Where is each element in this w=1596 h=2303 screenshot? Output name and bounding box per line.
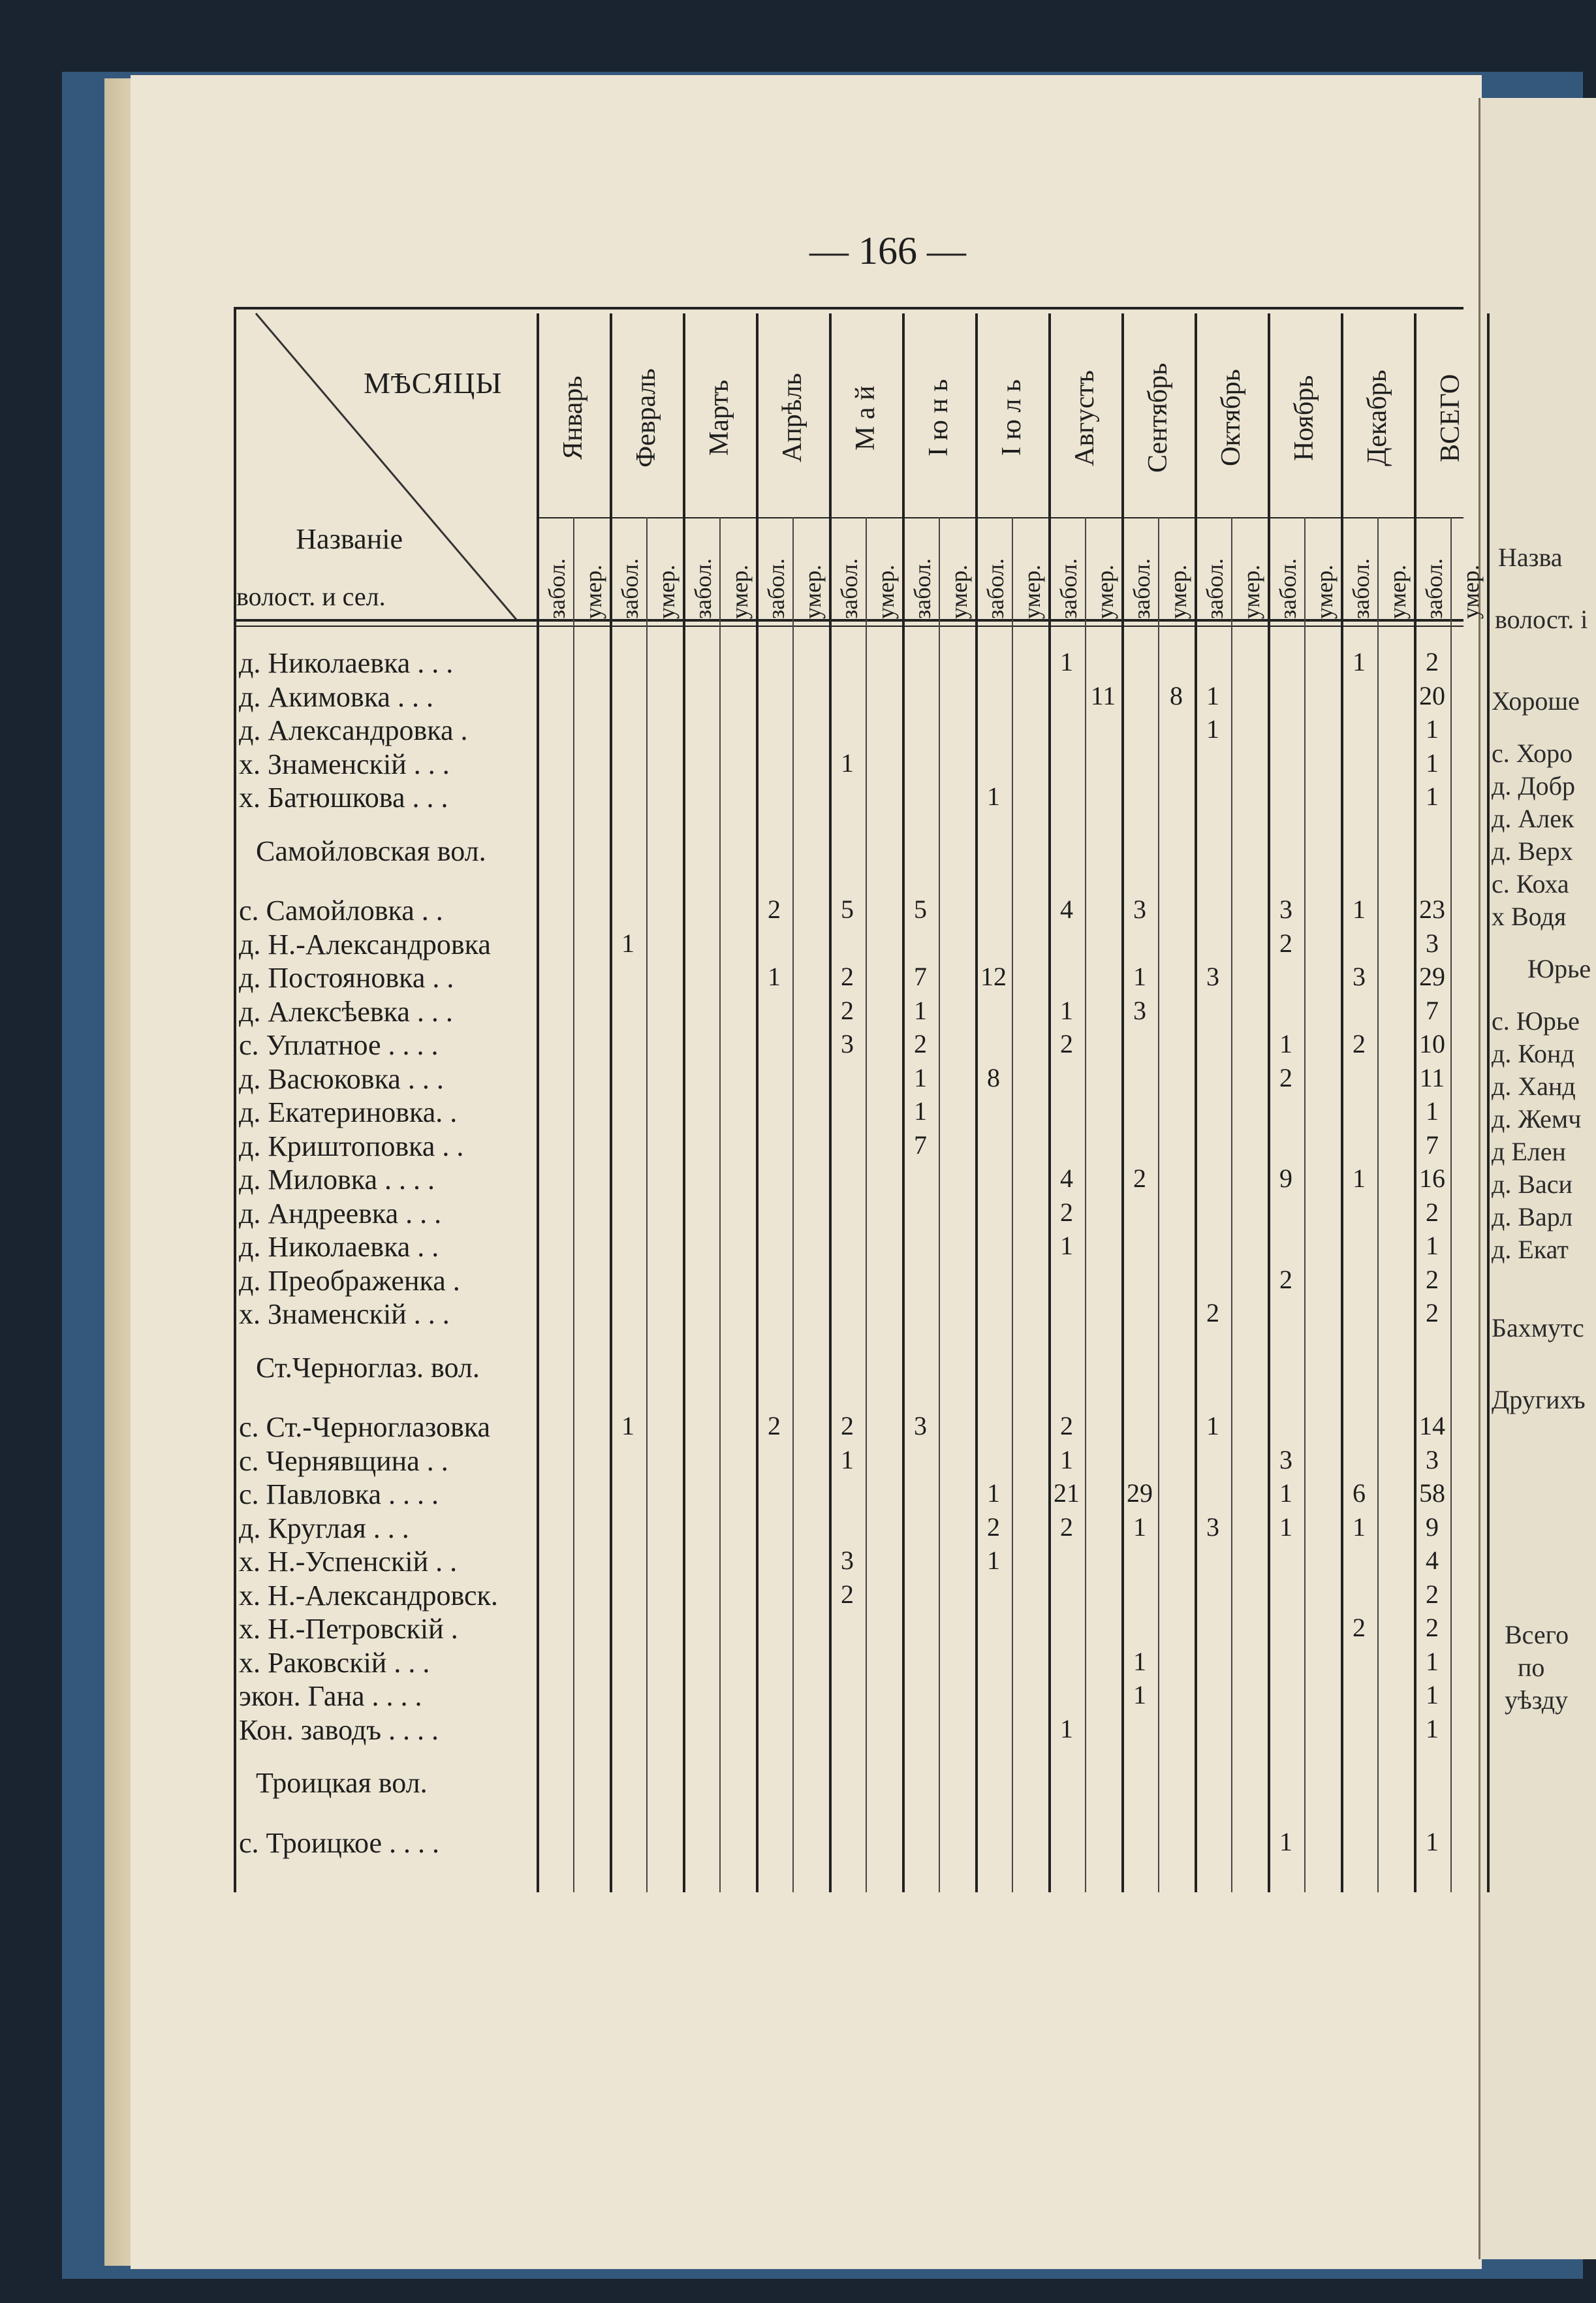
table-cell: 1 xyxy=(1133,1680,1146,1709)
sick-subheader: забол. xyxy=(909,558,935,619)
facing-volost-label: волост. і xyxy=(1495,605,1588,634)
dead-subheader: умер. xyxy=(1238,564,1264,619)
sick-subheader: забол. xyxy=(982,558,1009,619)
column-rule xyxy=(683,313,685,1892)
volost-label: волост. и сел. xyxy=(236,582,386,611)
table-cell: 2 xyxy=(1060,1411,1073,1440)
row-label: д. Криштоповка . . xyxy=(239,1130,464,1162)
table-cell: 2 xyxy=(1426,1197,1439,1227)
table-left-rule xyxy=(234,307,236,1892)
sick-subheader: забол. xyxy=(690,558,716,619)
facing-row-label: д. Васи xyxy=(1492,1169,1573,1199)
column-rule xyxy=(756,313,759,1892)
table-cell: 1 xyxy=(1133,962,1146,991)
row-label: д. Акимовка . . . xyxy=(239,680,433,713)
table-cell: 2 xyxy=(1426,1264,1439,1294)
facing-row-label: д. Конд xyxy=(1492,1039,1574,1068)
table-cell: 11 xyxy=(1419,1062,1445,1092)
month-header: Декабрь xyxy=(1362,370,1392,466)
table-cell: 1 xyxy=(1206,1411,1219,1440)
table-cell: 2 xyxy=(1353,1613,1366,1642)
page-number: — 166 — xyxy=(809,229,966,272)
table-cell: 2 xyxy=(1279,1062,1292,1092)
row-label: д. Николаевка . . xyxy=(239,1231,439,1263)
table-cell: 2 xyxy=(914,1029,927,1058)
table-cell: 1 xyxy=(1133,1646,1146,1676)
month-header: Мартъ xyxy=(704,379,734,456)
table-cell: 2 xyxy=(841,995,854,1025)
table-cell: 3 xyxy=(1133,995,1146,1025)
column-rule xyxy=(537,313,539,1892)
sick-subheader: забол. xyxy=(1275,558,1301,619)
table-cell: 1 xyxy=(914,1062,927,1092)
month-header: Январь xyxy=(558,375,588,460)
table-cell: 3 xyxy=(914,1411,927,1440)
row-label: х. Н.-Александровск. xyxy=(239,1579,498,1612)
table-cell: 3 xyxy=(841,1029,854,1058)
table-cell: 4 xyxy=(1060,895,1073,924)
month-header: Апрѣль xyxy=(777,373,807,463)
row-label: д. Алексѣевка . . . xyxy=(239,995,453,1028)
table-cell: 7 xyxy=(914,1130,927,1160)
table-cell: 2 xyxy=(841,962,854,991)
table-cell: 3 xyxy=(1279,895,1292,924)
facing-row-label: Бахмутс xyxy=(1492,1313,1584,1342)
table-cell: 1 xyxy=(1133,1512,1146,1542)
table-cell: 2 xyxy=(768,1411,781,1440)
month-header: Августъ xyxy=(1070,370,1100,466)
facing-total-label: Всего xyxy=(1505,1620,1569,1649)
column-rule xyxy=(1487,313,1490,1892)
table-cell: 1 xyxy=(768,962,781,991)
column-rule xyxy=(1341,313,1343,1892)
table-cell: 1 xyxy=(1426,714,1439,744)
table-cell: 3 xyxy=(1206,1512,1219,1542)
dead-subheader: умер. xyxy=(1458,564,1484,619)
table-cell: 20 xyxy=(1419,680,1445,710)
table-cell: 1 xyxy=(1353,647,1366,676)
table-cell: 2 xyxy=(1060,1197,1073,1227)
table-cell: 3 xyxy=(1206,962,1219,991)
sick-subheader: забол. xyxy=(1056,558,1082,619)
dead-subheader: умер. xyxy=(653,564,680,619)
column-rule xyxy=(975,313,978,1892)
table-cell: 1 xyxy=(1426,748,1439,778)
row-label: с. Ст.-Черноглазовка xyxy=(239,1411,490,1443)
sick-subheader: забол. xyxy=(1348,558,1374,619)
month-header: М а й xyxy=(851,385,881,451)
facing-row-label: д. Алек xyxy=(1492,804,1574,833)
table-cell: 1 xyxy=(1426,1713,1439,1743)
table-cell: 12 xyxy=(980,962,1007,991)
row-label: д. Н.-Александровка xyxy=(239,928,491,961)
table-cell: 2 xyxy=(1279,928,1292,958)
facing-row-label: д. Ханд xyxy=(1492,1072,1576,1101)
sick-subheader: забол. xyxy=(763,558,789,619)
table-cell: 2 xyxy=(1353,1029,1366,1058)
table-cell: 16 xyxy=(1419,1164,1445,1193)
table-cell: 1 xyxy=(621,928,634,958)
table-cell: 1 xyxy=(1353,1512,1366,1542)
table-cell: 1 xyxy=(1279,1512,1292,1542)
table-cell: 2 xyxy=(1133,1164,1146,1193)
column-rule xyxy=(646,517,648,1892)
table-top-rule xyxy=(236,307,1463,310)
facing-row-label: х Водя xyxy=(1492,902,1567,931)
table-cell: 1 xyxy=(914,995,927,1025)
table-cell: 1 xyxy=(1279,1029,1292,1058)
column-rule xyxy=(1085,517,1086,1892)
table-cell: 7 xyxy=(914,962,927,991)
table-cell: 14 xyxy=(1419,1411,1445,1440)
month-header: І ю л ь xyxy=(997,379,1027,456)
column-rule xyxy=(1158,517,1159,1892)
facing-row-label: с. Юрье xyxy=(1492,1006,1580,1036)
table-cell: 2 xyxy=(1426,1298,1439,1327)
table-cell: 9 xyxy=(1426,1512,1439,1542)
table-cell: 1 xyxy=(914,1096,927,1126)
month-header: І ю н ь xyxy=(924,379,954,457)
table-cell: 1 xyxy=(1206,714,1219,744)
name-label: Названіе xyxy=(296,523,403,555)
dead-subheader: умер. xyxy=(580,564,606,619)
table-cell: 58 xyxy=(1419,1478,1445,1508)
row-label: с. Павловка . . . . xyxy=(239,1478,439,1510)
row-label: с. Уплатное . . . . xyxy=(239,1029,439,1061)
section-heading: Троицкая вол. xyxy=(256,1767,428,1799)
table-cell: 1 xyxy=(841,748,854,778)
table-cell: 2 xyxy=(1206,1298,1219,1327)
dead-subheader: умер. xyxy=(946,564,972,619)
dead-subheader: умер. xyxy=(1385,564,1411,619)
table-cell: 5 xyxy=(914,895,927,924)
months-label: МѢСЯЦЫ xyxy=(364,366,503,400)
row-label: д. Преображенка . xyxy=(239,1264,460,1297)
dead-subheader: умер. xyxy=(873,564,899,619)
table-cell: 7 xyxy=(1426,1130,1439,1160)
table-cell: 3 xyxy=(1426,1444,1439,1474)
table-cell: 29 xyxy=(1127,1478,1153,1508)
table-cell: 1 xyxy=(987,1546,1000,1575)
row-label: с. Самойловка . . xyxy=(239,895,443,927)
column-rule xyxy=(573,517,574,1892)
table-cell: 2 xyxy=(768,895,781,924)
table-cell: 1 xyxy=(1426,1646,1439,1676)
facing-row-label: д. Верх xyxy=(1492,836,1573,866)
facing-row-label: Другихъ xyxy=(1492,1385,1586,1414)
table-cell: 7 xyxy=(1426,995,1439,1025)
month-header: Ноябрь xyxy=(1289,375,1319,461)
dead-subheader: умер. xyxy=(1092,564,1118,619)
column-rule xyxy=(1268,313,1270,1892)
month-header: Февраль xyxy=(631,368,661,468)
table-cell: 2 xyxy=(1279,1264,1292,1294)
table-cell: 1 xyxy=(987,1478,1000,1508)
table-cell: 8 xyxy=(1170,680,1183,710)
table-cell: 1 xyxy=(1426,1680,1439,1709)
row-label: д. Андреевка . . . xyxy=(239,1197,442,1230)
column-rule xyxy=(1377,517,1379,1892)
facing-row-label: Хороше xyxy=(1492,686,1580,716)
header-diagonal xyxy=(236,307,537,627)
table-cell: 1 xyxy=(1353,1164,1366,1193)
row-label: экон. Гана . . . . xyxy=(239,1680,422,1712)
table-cell: 1 xyxy=(1060,1713,1073,1743)
table-cell: 4 xyxy=(1426,1546,1439,1575)
table-cell: 1 xyxy=(1426,1096,1439,1126)
table-cell: 1 xyxy=(1279,1478,1292,1508)
section-heading: Самойловская вол. xyxy=(256,834,486,867)
facing-total-label: по xyxy=(1518,1653,1545,1682)
dead-subheader: умер. xyxy=(1019,564,1045,619)
table-cell: 2 xyxy=(1426,1613,1439,1642)
table-cell: 1 xyxy=(1279,1826,1292,1856)
table-cell: 2 xyxy=(1426,1579,1439,1609)
table-cell: 2 xyxy=(1060,1029,1073,1058)
month-header: Октябрь xyxy=(1216,369,1246,467)
row-label: Кон. заводъ . . . . xyxy=(239,1713,439,1746)
table-cell: 1 xyxy=(1060,1444,1073,1474)
facing-row-label: Юрье xyxy=(1527,954,1591,983)
table-cell: 1 xyxy=(1426,1826,1439,1856)
row-label: х. Раковскій . . . xyxy=(239,1646,430,1679)
sick-subheader: забол. xyxy=(544,558,570,619)
table-cell: 1 xyxy=(1060,995,1073,1025)
table-cell: 3 xyxy=(841,1546,854,1575)
table-cell: 6 xyxy=(1353,1478,1366,1508)
dead-subheader: умер. xyxy=(727,564,753,619)
table-cell: 8 xyxy=(987,1062,1000,1092)
facing-row-label: д. Жемч xyxy=(1492,1104,1582,1134)
table-cell: 2 xyxy=(987,1512,1000,1542)
table-cell: 1 xyxy=(1426,1231,1439,1260)
sick-subheader: забол. xyxy=(617,558,643,619)
row-label: х. Знаменскій . . . xyxy=(239,748,450,780)
facing-name-label: Назва xyxy=(1498,543,1563,572)
table-cell: 1 xyxy=(1060,1231,1073,1260)
column-rule xyxy=(829,313,832,1892)
table-cell: 1 xyxy=(841,1444,854,1474)
column-rule xyxy=(1450,517,1452,1892)
facing-row-label: с. Хоро xyxy=(1492,739,1573,768)
dead-subheader: умер. xyxy=(1311,564,1338,619)
table-cell: 3 xyxy=(1353,962,1366,991)
table-cell: 3 xyxy=(1133,895,1146,924)
table-cell: 4 xyxy=(1060,1164,1073,1193)
row-label: д. Васюковка . . . xyxy=(239,1062,444,1095)
column-rule xyxy=(792,517,794,1892)
table-cell: 1 xyxy=(621,1411,634,1440)
row-label: д. Николаевка . . . xyxy=(239,647,454,679)
row-label: д. Круглая . . . xyxy=(239,1512,409,1544)
column-rule xyxy=(719,517,721,1892)
table-cell: 1 xyxy=(1353,895,1366,924)
table-cell: 23 xyxy=(1419,895,1445,924)
sick-subheader: забол. xyxy=(1129,558,1155,619)
column-rule xyxy=(610,313,612,1892)
column-rule xyxy=(866,517,867,1892)
table-cell: 1 xyxy=(1060,647,1073,676)
statistics-table xyxy=(236,307,1484,1892)
table-cell: 1 xyxy=(987,782,1000,811)
facing-row-label: д. Варл xyxy=(1492,1202,1573,1231)
table-cell: 10 xyxy=(1419,1029,1445,1058)
facing-row-label: с. Коха xyxy=(1492,869,1569,898)
facing-row-label: д. Екат xyxy=(1492,1235,1569,1264)
sick-subheader: забол. xyxy=(1202,558,1228,619)
dead-subheader: умер. xyxy=(1165,564,1191,619)
table-cell: 2 xyxy=(841,1411,854,1440)
month-header: ВСЕГО xyxy=(1435,373,1465,462)
column-rule xyxy=(1304,517,1306,1892)
row-label: д. Александровка . xyxy=(239,714,468,746)
dead-subheader: умер. xyxy=(800,564,826,619)
table-cell: 29 xyxy=(1419,962,1445,991)
facing-total-label: уѣзду xyxy=(1505,1685,1569,1715)
header-bottom-rule-2 xyxy=(236,626,1463,627)
row-label: х. Батюшкова . . . xyxy=(239,782,448,814)
table-cell: 2 xyxy=(841,1579,854,1609)
table-cell: 1 xyxy=(1206,680,1219,710)
table-cell: 3 xyxy=(1279,1444,1292,1474)
month-header: Сентябрь xyxy=(1143,362,1173,473)
facing-row-label: д Елен xyxy=(1492,1137,1566,1166)
section-heading: Ст.Черноглаз. вол. xyxy=(256,1351,480,1384)
row-label: д. Миловка . . . . xyxy=(239,1164,435,1196)
table-cell: 3 xyxy=(1426,928,1439,958)
table-cell: 2 xyxy=(1060,1512,1073,1542)
table-cell: 11 xyxy=(1090,680,1116,710)
column-rule xyxy=(1195,313,1197,1892)
row-label: д. Постояновка . . xyxy=(239,962,454,994)
column-rule xyxy=(939,517,940,1892)
column-rule xyxy=(1231,517,1232,1892)
row-label: с. Чернявщина . . xyxy=(239,1444,448,1477)
sub-header-rule xyxy=(537,517,1463,518)
row-label: х. Н.-Успенскій . . xyxy=(239,1546,458,1578)
column-rule xyxy=(1012,517,1013,1892)
table-cell: 2 xyxy=(1426,647,1439,676)
sick-subheader: забол. xyxy=(1421,558,1447,619)
row-label: с. Троицкое . . . . xyxy=(239,1826,440,1859)
table-cell: 21 xyxy=(1054,1478,1080,1508)
table-cell: 9 xyxy=(1279,1164,1292,1193)
column-rule xyxy=(1048,313,1051,1892)
row-label: д. Екатериновка. . xyxy=(239,1096,458,1128)
sick-subheader: забол. xyxy=(836,558,862,619)
table-cell: 1 xyxy=(1426,782,1439,811)
row-label: х. Н.-Петровскій . xyxy=(239,1613,458,1645)
row-label: х. Знаменскій . . . xyxy=(239,1298,450,1330)
header-bottom-rule xyxy=(236,619,1463,622)
table-cell: 5 xyxy=(841,895,854,924)
facing-row-label: д. Добр xyxy=(1492,771,1575,801)
